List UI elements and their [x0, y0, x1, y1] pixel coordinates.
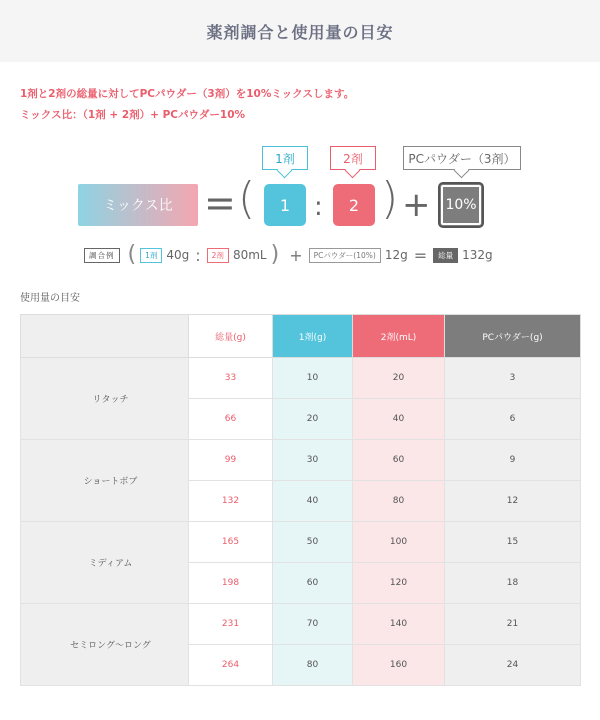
example-colon: : — [195, 245, 201, 265]
example-plus: + — [289, 245, 303, 265]
example-open-paren: ( — [127, 242, 137, 267]
header-band — [0, 0, 600, 62]
cell-pc: 9 — [445, 440, 581, 481]
header-part-two: 2剤(mL) — [353, 315, 445, 358]
example-tag-one: 1剤 — [140, 248, 162, 263]
cell-part-one: 30 — [273, 440, 353, 481]
table-row — [21, 358, 581, 399]
usage-table — [20, 314, 581, 686]
cell-part-one: 10 — [273, 358, 353, 399]
cell-total: 231 — [189, 604, 273, 645]
example-total-amount: 132g — [462, 248, 493, 262]
cell-pc: 21 — [445, 604, 581, 645]
cell-part-two: 80 — [353, 481, 445, 522]
callout-part-two: 2剤 — [330, 146, 376, 170]
cell-pc: 6 — [445, 399, 581, 440]
cell-part-one: 70 — [273, 604, 353, 645]
example-equals: = — [413, 245, 428, 265]
cell-pc: 3 — [445, 358, 581, 399]
open-paren: ( — [238, 173, 256, 224]
cell-total: 165 — [189, 522, 273, 563]
page-title: 薬剤調合と使用量の目安 — [206, 22, 394, 42]
table-header-row — [21, 315, 581, 358]
example-two-amount: 80mL — [232, 248, 267, 262]
colon-sign: : — [314, 192, 323, 222]
group-name: リタッチ — [21, 358, 189, 440]
cell-part-one: 60 — [273, 563, 353, 604]
example-one-amount: 40g — [166, 248, 190, 262]
cell-part-two: 100 — [353, 522, 445, 563]
cell-total: 66 — [189, 399, 273, 440]
cell-total: 33 — [189, 358, 273, 399]
part-one-box: 1 — [264, 184, 306, 226]
mix-ratio-label: ミックス比 — [78, 184, 198, 226]
table-row — [21, 440, 581, 481]
plus-sign: + — [402, 185, 431, 225]
cell-part-one: 20 — [273, 399, 353, 440]
table-row — [21, 522, 581, 563]
cell-part-one: 80 — [273, 645, 353, 686]
cell-part-two: 140 — [353, 604, 445, 645]
intro-line-2: ミックス比：（1剤 + 2剤）+ PCパウダー10% — [20, 109, 246, 121]
equals-sign: = — [204, 181, 236, 225]
example-close-paren: ) — [270, 242, 280, 267]
group-name: セミロング〜ロング — [21, 604, 189, 686]
cell-total: 198 — [189, 563, 273, 604]
table-row — [21, 604, 581, 645]
example-tag: 調合例 — [84, 248, 120, 263]
pc-percent-box: 10% — [438, 182, 484, 228]
cell-pc: 18 — [445, 563, 581, 604]
example-tag-total: 総量 — [433, 248, 458, 263]
table-label: 使用量の目安 — [20, 293, 80, 304]
callout-part-one: 1剤 — [262, 146, 308, 170]
cell-total: 132 — [189, 481, 273, 522]
example-tag-two: 2剤 — [207, 248, 229, 263]
intro-line-1: 1剤と2剤の総量に対してPCパウダー（3剤）を10%ミックスします。 — [20, 88, 355, 100]
example-pc-amount: 12g — [384, 248, 408, 262]
part-two-box: 2 — [333, 184, 375, 226]
cell-pc: 24 — [445, 645, 581, 686]
group-name: ミディアム — [21, 522, 189, 604]
header-blank — [21, 315, 189, 358]
group-name: ショートボブ — [21, 440, 189, 522]
cell-total: 99 — [189, 440, 273, 481]
cell-part-one: 50 — [273, 522, 353, 563]
cell-total: 264 — [189, 645, 273, 686]
cell-part-two: 60 — [353, 440, 445, 481]
mix-example — [84, 243, 493, 267]
example-tag-pc: PCパウダー(10%) — [309, 248, 381, 263]
header-pc: PCパウダー(g) — [445, 315, 581, 358]
close-paren: ) — [381, 173, 399, 224]
callout-pc-powder: PCパウダー（3剤） — [403, 146, 521, 170]
cell-part-two: 40 — [353, 399, 445, 440]
cell-part-two: 120 — [353, 563, 445, 604]
intro-text — [20, 84, 354, 126]
cell-part-two: 20 — [353, 358, 445, 399]
header-total: 総量(g) — [189, 315, 273, 358]
cell-part-one: 40 — [273, 481, 353, 522]
cell-pc: 15 — [445, 522, 581, 563]
header-part-one: 1剤(g) — [273, 315, 353, 358]
cell-pc: 12 — [445, 481, 581, 522]
cell-part-two: 160 — [353, 645, 445, 686]
